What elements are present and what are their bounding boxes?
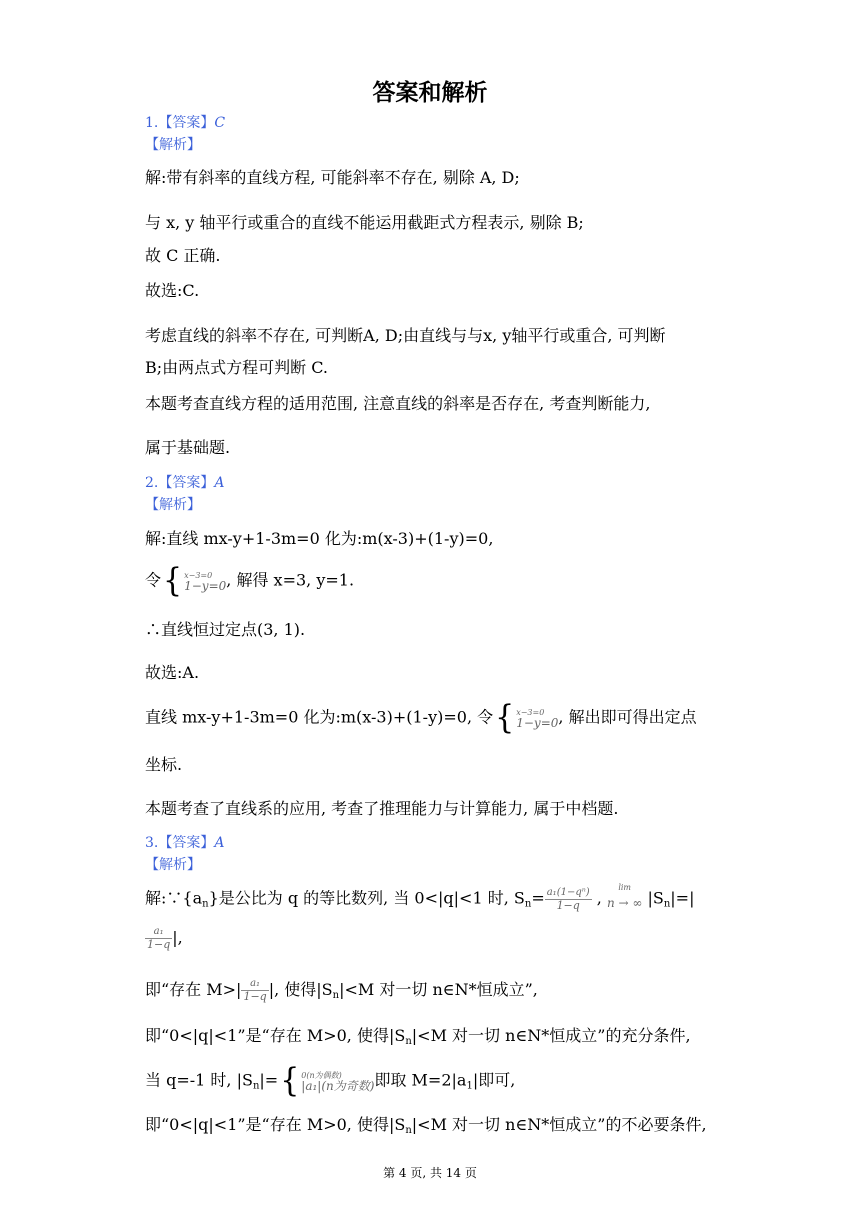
fraction-limit-value [145,926,172,951]
case-even: 0(n为偶数) [301,1071,342,1080]
q1-line-7: 本题考查直线方程的适用范围, 注意直线的斜率是否存在, 考查判断能力, [145,394,651,413]
q2-line-5-pre: 直线 mx-y+1-3m=0 化为:m(x-3)+(1-y)=0, 令 [145,707,494,727]
q2-line-2-pre: 令 [145,570,162,590]
subscript-1: 1 [466,1080,473,1092]
q2-line-3: ∴直线恒过定点(3, 1). [145,620,306,639]
q1-line-8: 属于基础题. [145,438,231,457]
q2-answer-label: 2.【答案】 [145,475,215,491]
q3-line-1-c: = [531,888,545,908]
q3-line-1-d: |S [647,888,664,908]
q2-line-1: 解:直线 mx-y+1-3m=0 化为:m(x-3)+(1-y)=0, [145,529,494,548]
q3-line-5-c: 即取 M=2|a [374,1070,467,1090]
q3-answer-value: A [214,835,225,851]
q3-line-2 [145,926,183,951]
q2-analysis-label: 【解析】 [145,497,201,513]
subscript-n: n [252,1080,260,1092]
q3-line-3 [145,978,538,1003]
q1-line-2: 与 x, y 轴平行或重合的直线不能运用截距式方程表示, 剔除 B; [145,213,584,232]
q3-line-1: 解$:\because\{a_n\}$是公比为 q 的等比数列, 当 0<|q|<1 时, $S_n=$ $\frac{\text{a₁(1−qⁿ)}}{1-q}$ , lim n → ∞ $|S_n|=|$ [145,884,694,914]
q1-answer-value: C [214,115,226,131]
limit-notation [607,884,642,914]
q3-line-1-b: }是公比为 q 的等比数列, 当 0<|q|<1 时, S [208,888,525,908]
q3-line-3-a: 即“存在 M>| [145,980,242,999]
q3-line-4 [145,1025,691,1047]
fraction-sum-formula [545,887,592,912]
q1-line-6: B;由两点式方程可判断 C. [145,358,328,377]
equation-row-2: 1−y=0 [516,716,559,730]
equation-row-2: 1−y=0 [184,579,227,593]
q1-line-5: 考虑直线的斜率不存在, 可判断A, D;由直线与与x, y轴平行或重合, 可判断 [145,326,666,345]
q1-line-1: 解:带有斜率的直线方程, 可能斜率不存在, 剔除 A, D; [145,168,520,187]
q2-line-6: 坐标. [145,755,183,774]
page-footer: 第 4 页, 共 14 页 [383,1166,477,1180]
q1-line-3: 故 C 正确. [145,246,221,265]
q2-line-2-post: , 解得 x=3, y=1. [226,570,355,590]
q3-line-3-c: |<M 对一切 n∈N*恒成立”, [339,980,538,999]
fraction-numerator: a₁ [250,978,261,989]
left-brace: { [495,698,515,737]
q2-line-5 [145,698,697,737]
q3-line-5-d: |即可, [472,1070,516,1090]
q3-line-5-a: 当 q=-1 时, |S [145,1070,253,1090]
q3-line-4-b: |<M 对一切 n∈N*恒成立”的充分条件, [411,1026,691,1045]
fraction-bound [241,978,268,1003]
equation-row-1: x−3=0 [184,571,213,580]
q3-line-5-b: |= [259,1070,279,1090]
q3-line-6-a: 即“0<|q|<1”是“存在 M>0, 使得|S [145,1115,406,1134]
q2-line-7: 本题考查了直线系的应用, 考查了推理能力与计算能力, 属于中档题. [145,799,619,818]
subscript-n: n [663,898,671,910]
equation-system [184,570,226,592]
q2-answer-line [145,472,224,494]
fraction-denominator: 1−q [545,899,592,912]
equation-row-1: x−3=0 [516,708,545,717]
q1-answer-line [145,112,225,134]
fraction-numerator: a₁(1−qⁿ) [546,886,590,898]
q1-answer-label: 1.【答案】 [145,115,215,131]
q3-line-1-e: |=| [670,888,695,908]
q2-answer-value: A [214,475,225,491]
q3-line-6 [145,1114,707,1136]
q3-answer-label: 3.【答案】 [145,835,215,851]
q3-line-2-tail: |, [172,928,183,947]
q3-line-5 [145,1061,516,1100]
fraction-denominator: 1−q [147,938,171,951]
limit-subscript: n → ∞ [606,896,643,910]
q3-answer-line [145,832,224,854]
left-brace: { [163,561,183,600]
subscript-n: n [405,1036,412,1047]
fraction-denominator: 1−q [243,990,267,1003]
q3-line-4-a: 即“0<|q|<1”是“存在 M>0, 使得|S [145,1026,406,1045]
page-title: 答案和解析 [372,79,488,106]
q2-line-2 [145,561,355,600]
q1-analysis-label: 【解析】 [145,137,201,153]
case-odd: |a₁|(n为奇数) [301,1079,375,1093]
left-brace: { [280,1061,300,1100]
equation-system [516,707,558,729]
piecewise-cases [301,1070,374,1092]
subscript-n: n [202,898,209,910]
q1-line-4: 故选:C. [145,281,200,300]
q2-line-4: 故选:A. [145,663,200,682]
q3-analysis-label: 【解析】 [145,857,201,873]
q2-line-5-post: , 解出即可得出定点 [558,707,697,727]
limit-label: lim [618,883,632,892]
subscript-n: n [524,898,532,910]
q3-line-6-b: |<M 对一切 n∈N*恒成立”的不必要条件, [411,1115,707,1134]
q3-line-3-b: |, 使得|S [268,980,333,999]
q3-line-1-a: 解:∵{a [145,888,203,908]
subscript-n: n [405,1125,412,1136]
fraction-numerator: a₁ [153,926,164,937]
subscript-n: n [332,990,340,1001]
